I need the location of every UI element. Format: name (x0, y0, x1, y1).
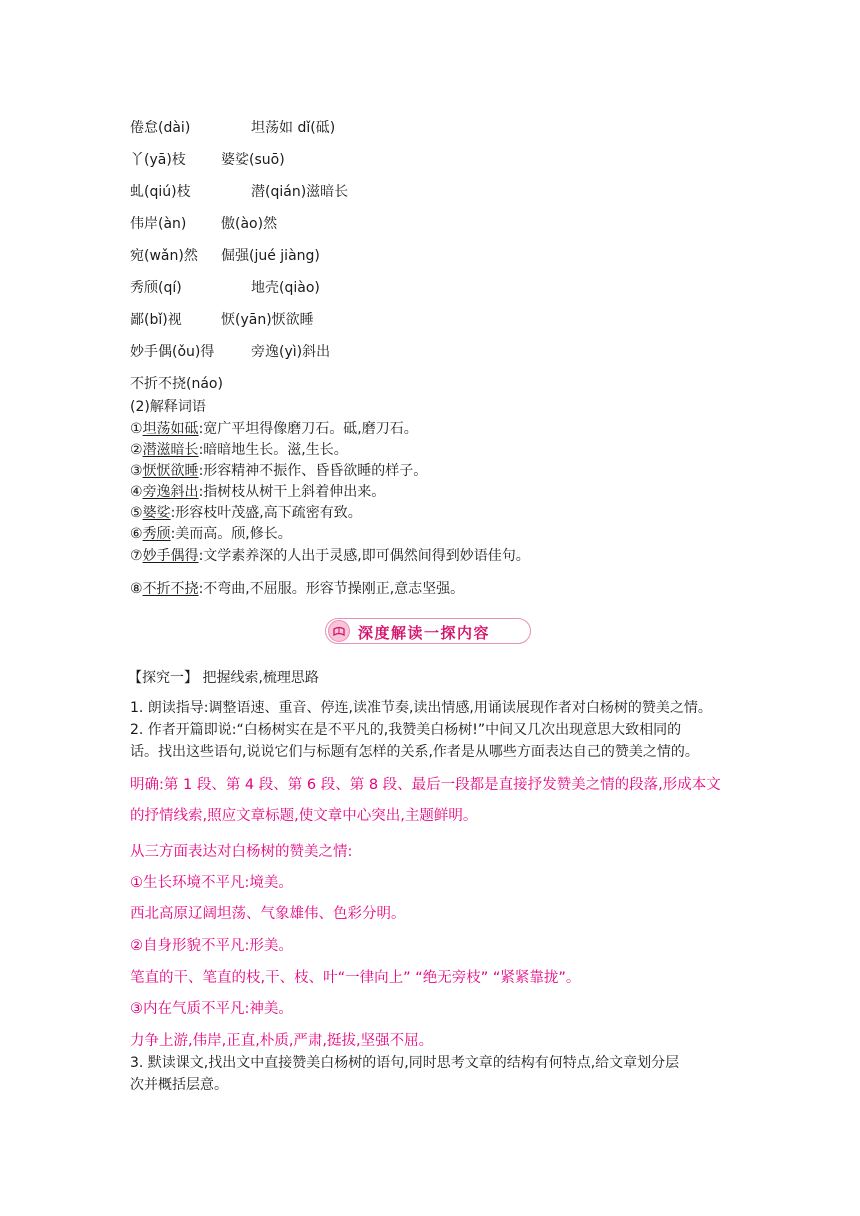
definition-number: ⑤ (130, 505, 143, 521)
vocab-right: 婆娑(suō) (221, 152, 285, 168)
definition-text: :文学素养深的人出于灵感,即可偶然间得到妙语佳句。 (198, 548, 530, 564)
answer-line: 西北高原辽阔坦荡、气象雄伟、色彩分明。 (130, 906, 406, 922)
section-heading-explain: (2)解释词语 (130, 399, 206, 415)
definition-number: ① (130, 421, 143, 437)
answer-line: ③内在气质不平凡:神美。 (130, 1001, 293, 1017)
definition-item (130, 418, 418, 438)
answer-line: 从三方面表达对白杨树的赞美之情: (130, 844, 353, 860)
definition-item (130, 481, 385, 501)
vocab-left: 丫(yā)枝 (130, 152, 186, 168)
vocab-right: 坦荡如 dǐ(砥) (251, 120, 336, 136)
definition-number: ⑥ (130, 526, 143, 542)
definition-text: :不弯曲,不屈服。形容节操刚正,意志坚强。 (198, 581, 465, 597)
vocab-right: 地壳(qiào) (251, 280, 320, 296)
vocab-left: 虬(qiú)枝 (130, 184, 191, 200)
definition-term: 旁逸斜出 (142, 484, 199, 500)
vocab-last: 不折不挠(náo) (130, 376, 223, 392)
definition-item (130, 502, 362, 522)
book-icon (328, 620, 350, 642)
definition-item (130, 545, 530, 565)
vocab-left: 伟岸(àn) (130, 216, 187, 232)
definition-text: :暗暗地生长。滋,生长。 (198, 442, 348, 458)
vocab-right: 倔强(jué jiàng) (221, 248, 320, 264)
definition-text: :宽广平坦得像磨刀石。砥,磨刀石。 (198, 421, 418, 437)
vocab-left: 倦怠(dài) (130, 120, 191, 136)
definition-term: 潜滋暗长 (142, 442, 199, 458)
definition-text: :指树枝从树干上斜着伸出来。 (198, 484, 386, 500)
answer-line: ②自身形貌不平凡:形美。 (130, 938, 293, 954)
definition-term: 婆娑 (142, 505, 171, 521)
vocab-right: 恹(yān)恹欲睡 (221, 312, 314, 328)
vocab-left: 鄙(bǐ)视 (130, 312, 182, 328)
banner-title: 深度解读一探内容 (358, 624, 491, 642)
definition-number: ⑧ (130, 581, 143, 597)
vocab-left: 宛(wǎn)然 (130, 248, 198, 264)
vocab-right: 傲(ào)然 (221, 216, 278, 232)
answer-line: 明确:第 1 段、第 4 段、第 6 段、第 8 段、最后一段都是直接抒发赞美之情的段落,形成本文 (130, 777, 721, 793)
answer-line: ①生长环境不平凡:境美。 (130, 875, 293, 891)
question-1: 1. 朗读指导:调整语速、重音、停连,读准节奏,读出情感,用诵读展现作者对白杨树的赞美之情。 (130, 700, 712, 716)
definition-item (130, 439, 348, 459)
definition-term: 不折不挠 (142, 581, 199, 597)
vocab-left: 妙手偶(ǒu)得 (130, 344, 215, 360)
vocab-left: 秀颀(qí) (130, 280, 182, 296)
definition-item (130, 460, 427, 480)
answer-line: 笔直的干、笔直的枝,干、枝、叶“一律向上” “绝无旁枝” “紧紧靠拢”。 (130, 970, 581, 986)
definition-item (130, 523, 292, 543)
definition-text: :形容枝叶茂盛,高下疏密有致。 (170, 505, 362, 521)
section-banner (325, 618, 531, 644)
definition-term: 妙手偶得 (142, 548, 199, 564)
vocab-right: 旁逸(yì)斜出 (251, 344, 331, 360)
definition-item (130, 578, 464, 598)
definition-term: 恹恹欲睡 (142, 463, 199, 479)
inquiry-heading: 【探究一】 把握线索,梳理思路 (128, 670, 319, 686)
definition-text: :形容精神不振作、昏昏欲睡的样子。 (198, 463, 428, 479)
definition-number: ⑦ (130, 548, 143, 564)
question-2-line-1: 2. 作者开篇即说:“白杨树实在是不平凡的,我赞美白杨树!”中间又几次出现意思大致相同的 (130, 722, 682, 738)
definition-number: ② (130, 442, 143, 458)
answer-line: 力争上游,伟岸,正直,朴质,严肃,挺拔,坚强不屈。 (130, 1033, 434, 1049)
definition-text: :美而高。颀,修长。 (170, 526, 292, 542)
definition-number: ④ (130, 484, 143, 500)
definition-term: 秀颀 (142, 526, 171, 542)
answer-line: 的抒情线索,照应文章标题,使文章中心突出,主题鲜明。 (130, 808, 478, 824)
definition-number: ③ (130, 463, 143, 479)
vocab-right: 潜(qián)滋暗长 (251, 184, 349, 200)
definition-term: 坦荡如砥 (142, 421, 199, 437)
question-3-line-2: 次并概括层意。 (130, 1077, 228, 1093)
question-2-line-2: 话。找出这些语句,说说它们与标题有怎样的关系,作者是从哪些方面表达自己的赞美之情的。 (130, 744, 699, 760)
question-3-line-1: 3. 默读课文,找出文中直接赞美白杨树的语句,同时思考文章的结构有何特点,给文章划分层 (130, 1055, 680, 1071)
